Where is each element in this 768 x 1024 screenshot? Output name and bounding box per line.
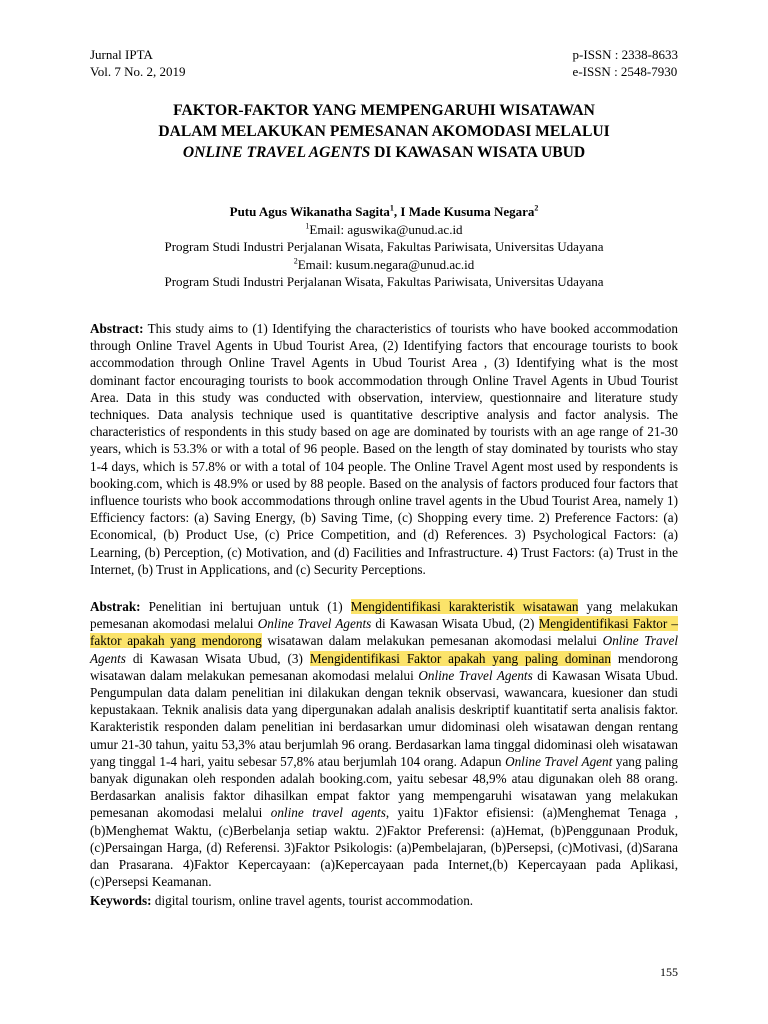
journal-header-left	[90, 46, 185, 80]
abstrak-label: Abstrak:	[90, 599, 141, 614]
abstract-label: Abstract:	[90, 321, 144, 336]
author-names	[90, 203, 678, 221]
title-rest-part: DI KAWASAN WISATA UBUD	[370, 144, 586, 161]
abstrak-text: , yaitu 1)Faktor efisiensi: (a)Menghemat Tenaga , (b)Menghemat Waktu, (c)Berbelanja setiap waktu. 2)Faktor Preferensi: (a)Hemat, (b)Penggunaan Produk, (c)Persaingan Harga, (d) Referensi. 3)Faktor Psikologis: (a)Pembelajaran, (b)Persepsi, (c)Motivasi, (d)Sarana dan Prasarana. 4)Faktor Kepercayaan: (a)Kepercayaan pada Internet,(b) Kepercayaan pada Aplikasi, (c)Persepsi Keamanan.	[90, 805, 678, 890]
abstrak-italic: Online Travel Agents	[90, 633, 678, 666]
abstrak-text: di Kawasan Wisata Ubud. Pengumpulan data dalam penelitian ini dilakukan dengan teknik observasi, wawancara, kuesioner dan studi kepustakaan. Teknik analisis data yang dipergunakan adalah analisis deskriptif kuantitatif serta analisis faktor. Karakteristik responden dalam penelitian ini berdasarkan umur didominasi oleh wisatawan dengan rentang umur 21-30 tahun, yaitu 53,3% atau berjumlah 96 orang. Berdasarkan lama tinggal didominasi oleh wisatawan yang tinggal 1-4 hari, yaitu sebesar 57,8% atau berjumlah 104 orang. Adapun	[90, 667, 679, 769]
journal-header-right	[573, 46, 678, 80]
author-1-affiliation: Program Studi Industri Perjalanan Wisata, Fakultas Pariwisata, Universitas Udayana	[164, 239, 604, 254]
page-number: 155	[660, 965, 678, 979]
author-1-email	[90, 221, 678, 239]
abstrak-italic: online travel agents	[270, 805, 386, 821]
highlight-2: Mengidentifikasi Faktor – faktor apakah yang mendorong	[90, 616, 678, 649]
abstract-indonesian	[90, 598, 678, 890]
abstrak-italic: Online Travel Agents	[257, 616, 372, 632]
keywords-text: digital tourism, online travel agents, tourist accommodation.	[151, 893, 474, 908]
author-2-name: , I Made Kusuma Negara	[393, 204, 535, 219]
journal-volume: Vol. 7 No. 2, 2019	[90, 64, 186, 79]
highlight-3: Mengidentifikasi Faktor apakah yang paling dominan	[309, 650, 611, 666]
abstract-text: This study aims to (1) Identifying the characteristics of tourists who have booked accommodation through Online Travel Agents in Ubud Tourist Area, (2) Identifying factors that encourage tourists to book accommodation through Online Travel Agents in Ubud Tourist Area , (3) Identifying what is the most dominant factor encouraging tourists to book accommodation through Online Travel Agents in Ubud Tourist Area. Data in this study was conducted with observation, interview, questionnaire and literature study techniques. Data analysis technique used is quantitative descriptive analysis and factor analysis. The characteristics of respondents in this study based on age are dominated by tourists with an age range of 21-30 years, which is 53.3% or with a total of 96 people. Based on the length of stay dominated by tourists who stay 1-4 days, which is 57.8% or with a total of 104 people. The Online Travel Agent most used by respondents is booking.com, which is 48.9% or used by 88 people. Based on the analysis of factors produced four factors that influence tourists who book accommodations through online travel agents in the Ubud Tourist Area, namely 1) Efficiency factors: (a) Saving Energy, (b) Saving Time, (c) Shopping every time. 2) Preference Factors: (a) Economical, (b) Product Use, (c) Price Competition, and (d) References. 3) Psychological Factors: (a) Learning, (b) Perception, (c) Motivation, and (d) Facilities and Infrastructure. 4) Trust Factors: (a) Trust in the Internet, (b) Trust in Applications, and (c) Security Perceptions.	[90, 321, 678, 577]
author-2-sup: 2	[534, 203, 539, 213]
journal-name: Jurnal IPTA	[90, 47, 153, 62]
author-block	[90, 203, 678, 291]
title-line-3	[90, 142, 678, 163]
abstrak-text: mendorong wisatawan dalam melakukan pemesanan akomodasi melalui	[90, 650, 678, 683]
abstrak-text: Penelitian ini bertujuan untuk (1)	[140, 599, 351, 614]
title-italic-part: ONLINE TRAVEL AGENTS	[182, 144, 371, 161]
abstrak-italic: Online Travel Agent	[505, 753, 613, 769]
abstrak-text: di Kawasan Wisata Ubud, (2)	[371, 616, 539, 632]
author-2-affiliation: Program Studi Industri Perjalanan Wisata, Fakultas Pariwisata, Universitas Udayana	[164, 274, 604, 289]
keywords-line	[90, 892, 678, 909]
email-1-text: Email: aguswika@unud.ac.id	[309, 221, 463, 237]
abstrak-italic: Online Travel Agents	[418, 667, 533, 683]
author-2-email	[90, 256, 678, 274]
email-2-sup: 2	[293, 256, 298, 266]
author-1-name: Putu Agus Wikanatha Sagita	[229, 204, 390, 219]
title-line-2: DALAM MELAKUKAN PEMESANAN AKOMODASI MELALUI	[158, 123, 610, 140]
keywords-label: Keywords:	[90, 893, 152, 908]
abstrak-text: yang melakukan pemesanan akomodasi melalui	[90, 599, 678, 632]
title-line-1: FAKTOR-FAKTOR YANG MEMPENGARUHI WISATAWAN	[173, 102, 595, 119]
abstrak-text: wisatawan dalam melakukan pemesanan akomodasi melalui	[261, 633, 603, 649]
email-2-text: Email: kusum.negara@unud.ac.id	[297, 256, 475, 272]
email-1-sup: 1	[305, 221, 310, 231]
author-1-sup: 1	[389, 203, 394, 213]
abstrak-text: di Kawasan Wisata Ubud, (3)	[125, 650, 310, 666]
p-issn: p-ISSN : 2338-8633	[572, 47, 678, 62]
highlight-1: Mengidentifikasi karakteristik wisatawan	[350, 599, 579, 614]
abstract-english	[90, 320, 678, 578]
e-issn: e-ISSN : 2548-7930	[572, 64, 678, 79]
paper-title	[90, 100, 678, 163]
abstrak-text: yang paling banyak digunakan oleh responden adalah booking.com, yaitu sebesar 48,9% atau digunakan oleh 88 orang. Berdasarkan analisis faktor dihasilkan empat faktor yang mempengaruhi wisatawan yang melakukan pemesanan akomodasi melalui	[90, 753, 678, 821]
